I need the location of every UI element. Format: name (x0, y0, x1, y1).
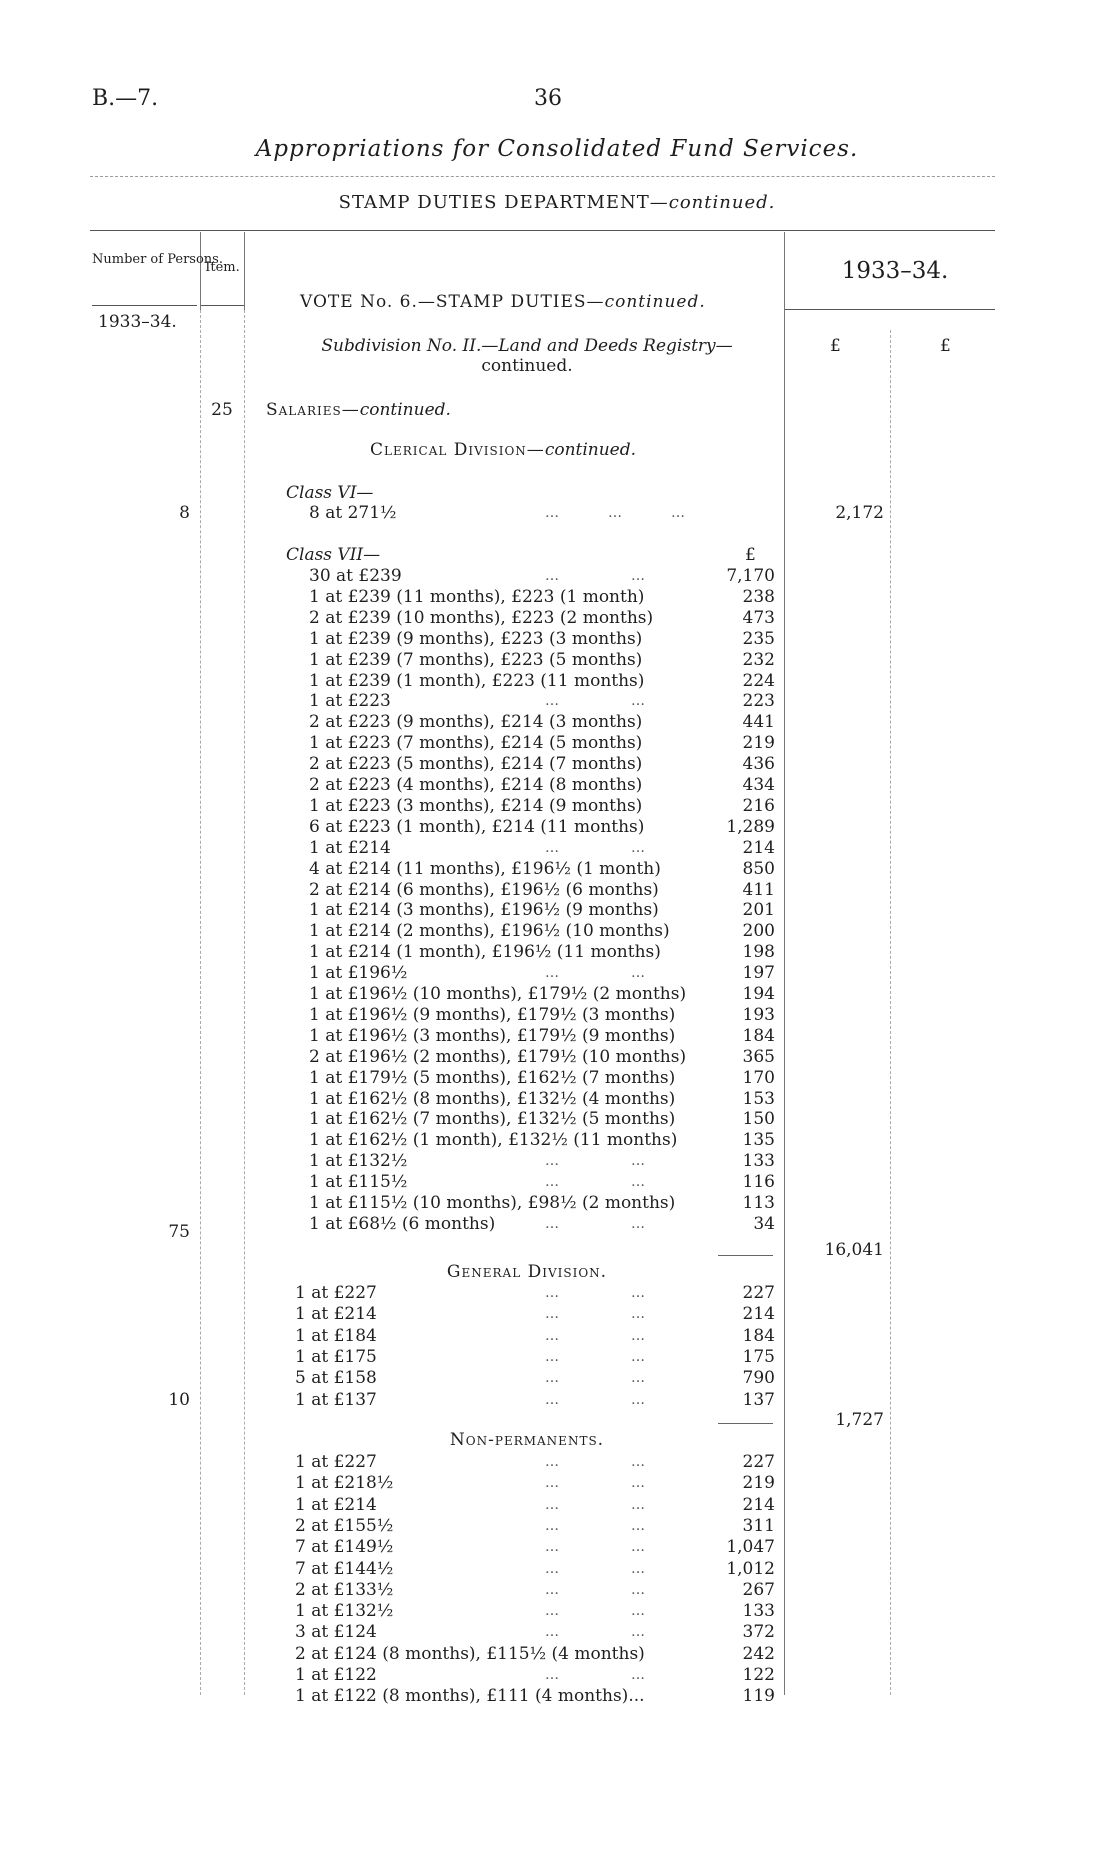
row-description: 4 at £214 (11 months), £196½ (1 month) (309, 858, 661, 879)
row-description: 1 at £162½ (1 month), £132½ (11 months) (309, 1130, 678, 1151)
table-row (295, 1068, 775, 1089)
row-amount: 193 (742, 1004, 775, 1025)
general-total: 1,727 (835, 1410, 884, 1430)
department-continued: —continued. (649, 192, 776, 213)
pound-header-2: £ (940, 336, 951, 356)
row-amount: 850 (742, 858, 775, 879)
row-description: 1 at £214 (3 months), £196½ (9 months) (309, 900, 659, 921)
class-vii-label: Class VII— (286, 545, 381, 565)
class-vii-total: 16,041 (824, 1240, 884, 1260)
class-vii-subtotal-rule (718, 1255, 773, 1256)
table-row (295, 1537, 775, 1558)
general-subtotal-rule (718, 1423, 773, 1424)
row-description: 1 at £214 (295, 1494, 377, 1515)
row-amount: 175 (742, 1346, 775, 1367)
leader-dots: … … (545, 1624, 645, 1641)
row-amount: 119 (742, 1686, 775, 1707)
table-row (295, 671, 775, 692)
row-description: 1 at £214 (1 month), £196½ (11 months) (309, 942, 661, 963)
department-name: STAMP DUTIES DEPARTMENT (338, 192, 650, 213)
table-top-rule (90, 230, 995, 231)
table-row (295, 1473, 775, 1494)
title-divider (90, 176, 995, 177)
row-description: 1 at £132½ (295, 1601, 394, 1622)
row-description: 1 at £239 (1 month), £223 (11 months) (309, 670, 645, 691)
leader-dots: … … (545, 1391, 645, 1408)
row-amount: 1,047 (726, 1537, 775, 1558)
leader-dots: … … (545, 568, 645, 584)
row-description: 1 at £196½ (3 months), £179½ (9 months) (309, 1025, 676, 1046)
class-vi-persons: 8 (179, 503, 190, 523)
table-row (295, 1347, 775, 1368)
leader-dots: … … (545, 1454, 645, 1470)
class-vi-row (295, 503, 775, 524)
leader-dots: … … (545, 1370, 645, 1387)
table-row (295, 1047, 775, 1068)
row-amount: 434 (742, 775, 775, 795)
table-row (295, 1130, 775, 1151)
table-row (295, 1516, 775, 1537)
subdivision-continued: continued. (481, 356, 573, 376)
subdivision-heading: Subdivision No. II.—Land and Deeds Registry— (321, 336, 733, 356)
row-amount: 238 (742, 586, 775, 607)
row-amount: 227 (742, 1283, 775, 1303)
table-row (295, 1304, 775, 1325)
item-col-dashed-left (200, 310, 201, 1695)
leader-dots: … … (545, 965, 645, 982)
row-description: 1 at £239 (9 months), £223 (3 months) (309, 628, 643, 649)
row-amount: 219 (742, 1473, 775, 1494)
row-amount: 133 (742, 1601, 775, 1622)
second-amount-col-rule (890, 330, 891, 1695)
row-amount: 7,170 (726, 566, 775, 586)
row-amount: 365 (742, 1046, 775, 1067)
table-row (295, 1665, 775, 1686)
row-amount: 137 (742, 1389, 775, 1410)
table-row (295, 1026, 775, 1047)
row-amount: 214 (742, 837, 775, 858)
table-row (295, 775, 775, 796)
table-row (295, 587, 775, 608)
row-amount: 201 (742, 900, 775, 921)
leader-dots: … … (545, 1581, 645, 1598)
table-row (295, 817, 775, 838)
row-amount: 1,289 (726, 816, 775, 837)
leader-dots: … … (545, 1667, 645, 1683)
row-amount: 411 (742, 879, 775, 900)
vote-heading (300, 292, 706, 312)
leader-dots: … … (545, 839, 645, 856)
table-row (295, 1326, 775, 1347)
leader-dots: … … (545, 1327, 645, 1344)
row-description: 1 at £227 (295, 1283, 377, 1303)
table-row (295, 921, 775, 942)
row-amount: 473 (742, 607, 775, 628)
row-amount: 441 (742, 712, 775, 733)
table-row (295, 629, 775, 650)
table-row (295, 608, 775, 629)
clerical-continued: continued. (544, 440, 637, 460)
general-division-heading: General Division. (446, 1262, 608, 1282)
row-description: 2 at £214 (6 months), £196½ (6 months) (309, 879, 659, 900)
row-description: 1 at £214 (2 months), £196½ (10 months) (309, 921, 670, 942)
row-amount: 436 (742, 754, 775, 775)
row-amount: 219 (742, 733, 775, 754)
amount-col-rule (784, 232, 785, 1695)
row-amount: 184 (742, 1025, 775, 1046)
row-description: 7 at £149½ (295, 1537, 394, 1558)
row-description: 1 at £137 (295, 1389, 377, 1410)
row-amount: 150 (742, 1109, 775, 1130)
row-description: 1 at £227 (295, 1452, 377, 1472)
row-amount: 224 (742, 670, 775, 691)
vote-text: VOTE No. 6.—STAMP DUTIES— (300, 292, 605, 312)
row-description: 1 at £162½ (8 months), £132½ (4 months) (309, 1088, 676, 1109)
table-row (295, 1151, 775, 1172)
number-of-persons-header: Number of Persons. (92, 252, 223, 267)
row-amount: 198 (742, 942, 775, 963)
leader-dots: … … … (545, 505, 685, 521)
salaries-text: Salaries— (266, 400, 360, 420)
table-row (295, 1495, 775, 1516)
row-amount: 223 (742, 691, 775, 712)
non-permanents-heading: Non-permanents. (449, 1430, 605, 1450)
leader-dots: … … (545, 1285, 645, 1301)
row-amount: 200 (742, 921, 775, 942)
row-description: 1 at £223 (7 months), £214 (5 months) (309, 733, 643, 754)
row-amount: 267 (742, 1579, 775, 1600)
table-row (295, 984, 775, 1005)
row-description: 2 at £223 (4 months), £214 (8 months) (309, 775, 643, 795)
table-row (295, 1390, 775, 1411)
row-description: 1 at £214 (295, 1304, 377, 1325)
row-amount: 194 (742, 984, 775, 1004)
class-vi-entry: 8 at 271½ (309, 503, 397, 523)
table-row (295, 1580, 775, 1601)
table-row (295, 566, 775, 587)
row-description: 1 at £184 (295, 1325, 377, 1346)
page-number: 36 (534, 86, 562, 111)
year-right-header: 1933–34. (841, 258, 949, 284)
row-amount: 242 (742, 1643, 775, 1664)
table-row (295, 963, 775, 984)
salaries-continued: continued. (359, 400, 451, 420)
leader-dots: … … (545, 1517, 645, 1534)
leader-dots: … … (545, 693, 645, 710)
table-row (295, 1368, 775, 1389)
row-description: 1 at £223 (309, 691, 391, 712)
row-description: 5 at £158 (295, 1368, 377, 1389)
table-row (295, 1283, 775, 1304)
row-description: 2 at £196½ (2 months), £179½ (10 months) (309, 1046, 687, 1067)
leader-dots: … … (545, 1560, 645, 1577)
table-row (295, 859, 775, 880)
table-row (295, 1452, 775, 1473)
row-description: 1 at £115½ (10 months), £98½ (2 months) (309, 1193, 676, 1213)
row-description: 2 at £239 (10 months), £223 (2 months) (309, 607, 654, 628)
clerical-text: Clerical Division— (370, 440, 545, 460)
leader-dots: … … (545, 1603, 645, 1620)
table-row (295, 712, 775, 733)
row-description: 1 at £223 (3 months), £214 (9 months) (309, 795, 643, 816)
table-row (295, 1109, 775, 1130)
row-description: 1 at £179½ (5 months), £162½ (7 months) (309, 1067, 676, 1088)
document-reference: B.—7. (92, 86, 159, 111)
row-description: 30 at £239 (309, 566, 402, 586)
leader-dots: … … (545, 1174, 645, 1191)
row-description: 1 at £214 (309, 837, 391, 858)
row-description: 1 at £175 (295, 1346, 377, 1367)
row-amount: 116 (742, 1172, 775, 1193)
row-description: 1 at £122 (8 months), £111 (4 months)... (295, 1686, 645, 1707)
row-description: 1 at £115½ (309, 1172, 408, 1193)
table-row (295, 942, 775, 963)
row-description: 1 at £196½ (309, 963, 408, 984)
row-description: 3 at £124 (295, 1622, 377, 1643)
table-row (295, 1622, 775, 1643)
class-vi-label: Class VI— (286, 483, 374, 503)
persons-header-rule (92, 305, 197, 306)
table-row (295, 1559, 775, 1580)
row-description: 1 at £239 (11 months), £223 (1 month) (309, 586, 645, 607)
row-description: 1 at £196½ (9 months), £179½ (3 months) (309, 1004, 676, 1025)
leader-dots: … … (545, 1475, 645, 1492)
vote-continued: continued. (604, 292, 706, 312)
table-row (295, 1686, 775, 1707)
row-description: 2 at £223 (9 months), £214 (3 months) (309, 712, 643, 733)
leader-dots: … … (545, 1496, 645, 1513)
leader-dots: … … (545, 1306, 645, 1323)
class-vii-pound-sign: £ (745, 545, 756, 565)
row-description: 1 at £132½ (309, 1151, 408, 1172)
row-amount: 184 (742, 1325, 775, 1346)
table-row (295, 838, 775, 859)
table-row (295, 733, 775, 754)
class-vi-total: 2,172 (835, 503, 884, 523)
row-description: 1 at £196½ (10 months), £179½ (2 months) (309, 984, 687, 1004)
pound-header-1: £ (830, 336, 841, 356)
row-amount: 232 (742, 649, 775, 670)
department-heading (0, 192, 1114, 213)
row-description: 1 at £239 (7 months), £223 (5 months) (309, 649, 643, 670)
row-description: 1 at £218½ (295, 1473, 394, 1494)
table-row (295, 691, 775, 712)
row-amount: 790 (742, 1368, 775, 1389)
row-amount: 235 (742, 628, 775, 649)
page-title: Appropriations for Consolidated Fund Services. (255, 136, 859, 162)
class-vii-persons: 75 (168, 1222, 190, 1242)
row-amount: 34 (753, 1213, 775, 1234)
row-description: 7 at £144½ (295, 1558, 394, 1579)
table-row (295, 1005, 775, 1026)
table-row (295, 1193, 775, 1214)
table-row (295, 1644, 775, 1665)
row-description: 1 at £162½ (7 months), £132½ (5 months) (309, 1109, 676, 1130)
item-header: Item. (205, 260, 240, 275)
salaries-heading (266, 400, 451, 420)
general-persons: 10 (168, 1390, 190, 1410)
row-description: 2 at £124 (8 months), £115½ (4 months) (295, 1643, 645, 1664)
table-row (295, 880, 775, 901)
row-description: 2 at £223 (5 months), £214 (7 months) (309, 754, 643, 775)
leader-dots: … … (545, 1215, 645, 1232)
row-description: 2 at £155½ (295, 1515, 394, 1536)
row-amount: 227 (742, 1452, 775, 1472)
row-amount: 216 (742, 795, 775, 816)
table-row (295, 1601, 775, 1622)
leader-dots: … … (545, 1539, 645, 1556)
year-left-header: 1933–34. (98, 312, 177, 332)
table-row (295, 900, 775, 921)
table-row (295, 1172, 775, 1193)
item-number: 25 (211, 400, 233, 420)
row-description: 2 at £133½ (295, 1579, 394, 1600)
table-row (295, 754, 775, 775)
row-description: 1 at £122 (295, 1665, 377, 1685)
table-row (295, 1214, 775, 1235)
row-amount: 170 (742, 1067, 775, 1088)
row-description: 6 at £223 (1 month), £214 (11 months) (309, 816, 645, 837)
year-header-rule (785, 309, 995, 310)
table-row (295, 650, 775, 671)
item-header-rule (200, 305, 245, 306)
row-amount: 122 (742, 1665, 775, 1685)
row-description: 1 at £68½ (6 months) (309, 1213, 496, 1234)
leader-dots: … … (545, 1348, 645, 1365)
row-amount: 113 (742, 1193, 775, 1213)
item-col-dashed-right (244, 310, 245, 1695)
leader-dots: … … (545, 1153, 645, 1170)
row-amount: 1,012 (726, 1558, 775, 1579)
row-amount: 214 (742, 1304, 775, 1325)
table-row (295, 796, 775, 817)
row-amount: 153 (742, 1088, 775, 1109)
table-row (295, 1089, 775, 1110)
row-amount: 214 (742, 1494, 775, 1515)
row-amount: 311 (742, 1515, 775, 1536)
row-amount: 135 (742, 1130, 775, 1151)
row-amount: 197 (742, 963, 775, 984)
row-amount: 133 (742, 1151, 775, 1172)
clerical-division-heading (370, 440, 636, 460)
row-amount: 372 (742, 1622, 775, 1643)
